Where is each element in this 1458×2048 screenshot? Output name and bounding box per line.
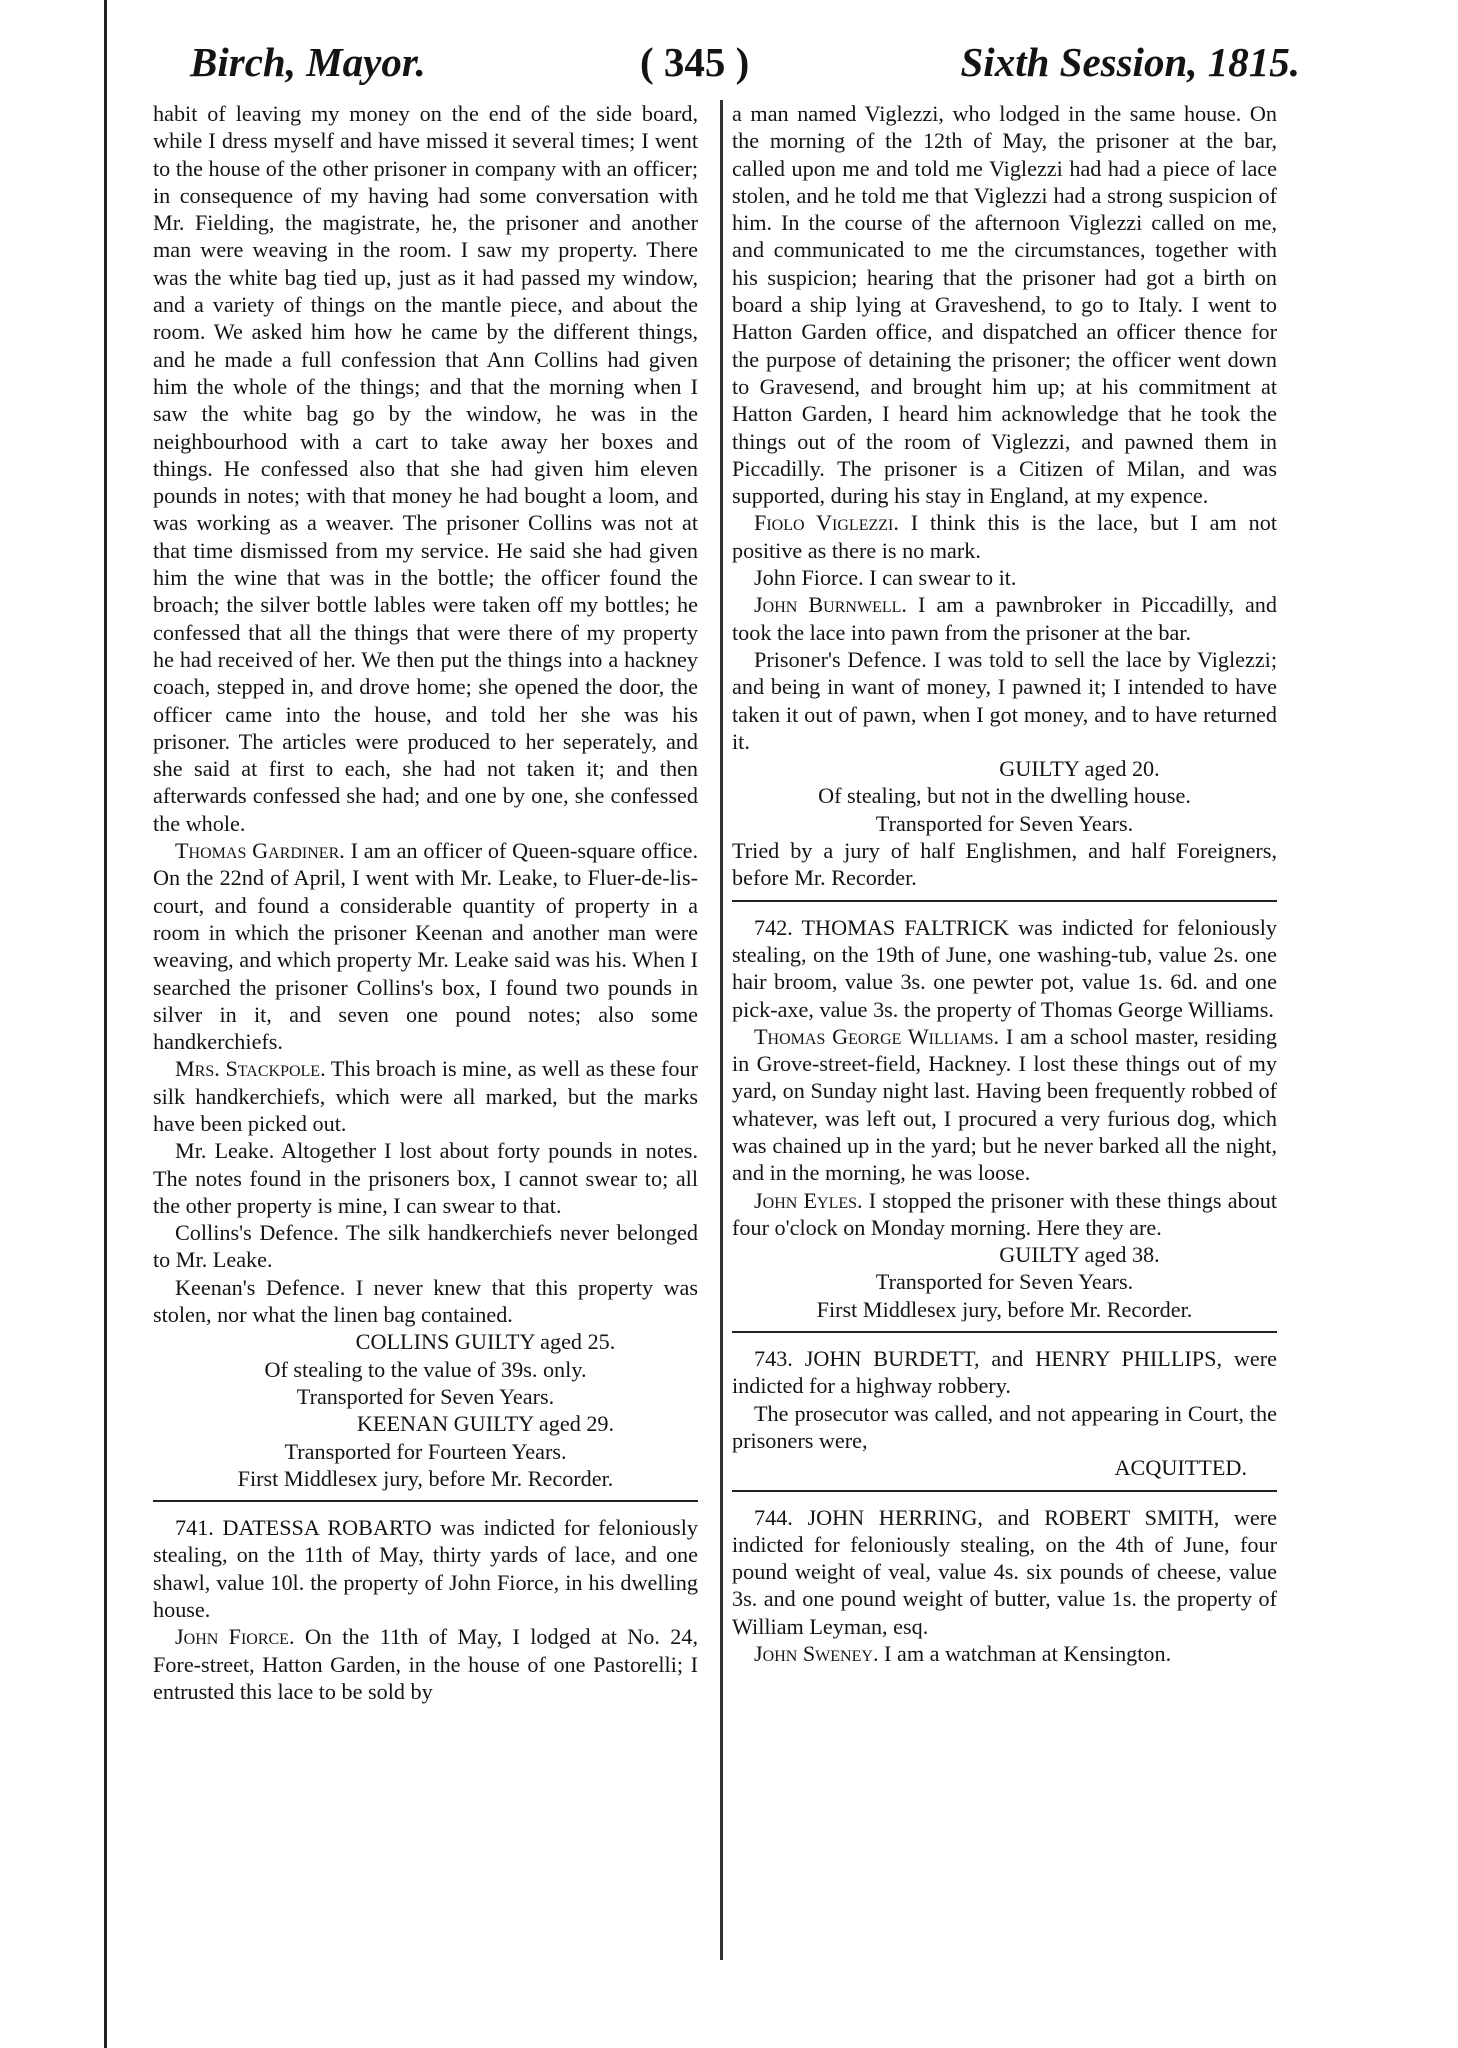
case-indictment: 742. THOMAS FALTRICK was indicted for feloniously stealing, on the 19th of June, one washing-tub, value 2s. one hair broom, value 3s. one pewter pot, value 1s. 6d. and one pick-axe, value 3s. the property of Thomas George Williams. xyxy=(732,914,1278,1022)
verdict: GUILTY aged 38. xyxy=(999,1242,1160,1268)
sentence: Transported for Seven Years. xyxy=(296,1383,555,1409)
sentence: Transported for Seven Years. xyxy=(875,810,1134,836)
case-separator xyxy=(732,1331,1277,1333)
paragraph: a man named Viglezzi, who lodged in the same house. On the morning of the 12th of May, the prisoner at the bar, called upon me and told me Viglezzi had had a piece of lace stolen, and he told me that Viglezzi had a strong suspicion of him. In the course of the afternoon Viglezzi called on me, and communicated to me the circumstances, together with his suspicion; hearing that the prisoner had got a birth on board a ship lying at Graveshend, to go to Italy. I went to Hatton Garden office, and dispatched an officer thence for the purpose of detaining the prisoner; the officer went down to Gravesend, and brought him up; at his commitment at Hatton Garden, I heard him acknowledge that he took the things out of the room of Viglezzi, and pawned them in Piccadilly. The prisoner is a Citizen of Milan, and was supported, during his stay in England, at my expence. xyxy=(732,101,1277,509)
verdict: ACQUITTED. xyxy=(1114,1455,1247,1481)
case-indictment: 744. JOHN HERRING, and ROBERT SMITH, were indicted for feloniously stealing, on the 4th of June, four pound weight of veal, value 4s. six pounds of cheese, value 3s. and one pound weight of butter, value 1s. the property of William Leyman, esq. xyxy=(732,1504,1277,1639)
testimony: John Eyles. I stopped the prisoner with these things about four o'clock on Monday morning. Here they are. xyxy=(732,1187,1278,1240)
testimony: Fiolo Viglezzi. I think this is the lace, but I am not positive as there is no mark. xyxy=(732,510,1277,563)
witness-name: John Fiorce. xyxy=(175,1624,295,1650)
witness-name: Thomas Gardiner. xyxy=(175,838,345,864)
case-number: 741. xyxy=(175,1515,214,1541)
column-rule xyxy=(720,100,723,1960)
testimony: John Fiorce. On the 11th of May, I lodged at No. 24, Fore-street, Hatton Garden, in the house of one Pastorelli; I entrusted this lace to be sold by xyxy=(153,1624,698,1704)
witness-name: John Burnwell. xyxy=(754,592,907,618)
witness-name: Fiolo Viglezzi. xyxy=(754,510,899,536)
case-number: 742. xyxy=(754,914,793,940)
witness-name: Mr. Leake. xyxy=(175,1138,275,1164)
jury-note: Tried by a jury of half Englishmen, and half Foreigners, before Mr. Recorder. xyxy=(732,838,1277,891)
testimony: Mrs. Stackpole. This broach is mine, as well as these four silk handkerchiefs, which were all marked, but the marks have been picked out. xyxy=(153,1056,698,1136)
verdict: KEENAN GUILTY aged 29. xyxy=(356,1411,615,1437)
witness-name: John Eyles. xyxy=(754,1187,863,1213)
sentence: Transported for Seven Years. xyxy=(875,1269,1134,1295)
page-number: ( 345 ) xyxy=(640,39,750,85)
right-column xyxy=(732,100,1277,1667)
header-right: Sixth Session, 1815. xyxy=(960,39,1300,85)
testimony: John Sweney. I am a watchman at Kensington. xyxy=(754,1641,1172,1667)
case-separator xyxy=(732,1490,1277,1492)
verdict-detail: Of stealing to the value of 39s. only. xyxy=(264,1356,587,1382)
running-header xyxy=(190,38,1300,96)
header-left: Birch, Mayor. xyxy=(190,39,426,85)
jury-note: First Middlesex jury, before Mr. Recorder. xyxy=(237,1465,614,1491)
witness-name: Thomas George Williams. xyxy=(754,1023,1000,1049)
witness-name: Mrs. Stackpole. xyxy=(175,1056,326,1082)
left-column xyxy=(153,100,698,1705)
defence: Keenan's Defence. I never knew that this property was stolen, nor what the linen bag contained. xyxy=(153,1274,698,1328)
sentence: Transported for Fourteen Years. xyxy=(284,1438,567,1464)
verdict: COLLINS GUILTY aged 25. xyxy=(355,1329,616,1355)
case-separator xyxy=(732,900,1277,902)
defence: Collins's Defence. The silk handkerchiefs never belonged to Mr. Leake. xyxy=(153,1220,698,1273)
case-indictment: 741. DATESSA ROBARTO was indicted for feloniously stealing, on the 11th of May, thirty yards of lace, and one shawl, value 10l. the property of John Fiorce, in his dwelling house. xyxy=(153,1515,698,1623)
defendant-name: DATESSA ROBARTO xyxy=(222,1515,432,1541)
testimony: Thomas George Williams. I am a school master, residing in Grove-street-field, Hackney. I lost these things out of my yard, on Sunday night last. Having been frequently robbed of whatever, was left out, I procured a very furious dog, which was chained up in the yard; but he never barked all the night, and in the morning, he was loose. xyxy=(732,1023,1277,1186)
testimony: John Burnwell. I am a pawnbroker in Piccadilly, and took the lace into pawn from the prisoner at the bar. xyxy=(732,592,1277,645)
testimony: Mr. Leake. Altogether I lost about forty pounds in notes. The notes found in the prisoners box, I cannot swear to; all the other property is mine, I can swear to that. xyxy=(153,1138,698,1218)
case-separator xyxy=(153,1500,698,1502)
verdict: GUILTY aged 20. xyxy=(999,756,1160,782)
defendant-name: THOMAS FALTRICK xyxy=(801,914,1010,940)
paragraph: habit of leaving my money on the end of the side board, while I dress myself and have missed it several times; I went to the house of the other prisoner in company with an officer; in consequence of my having had some conversation with Mr. Fielding, the magistrate, he, the prisoner and another man were weaving in the room. I saw my property. There was the white bag tied up, just as it had passed my window, and a variety of things on the mantle piece, and about the room. We asked him how he came by the different things, and he made a full confession that Ann Collins had given him the whole of the things; and that the morning when I saw the white bag go by the window, he was in the neighbourhood with a cart to take away her boxes and things. He confessed also that she had given him eleven pounds in notes; with that money he had bought a loom, and was working as a weaver. The prisoner Collins was not at that time dismissed from my service. He said she had given him the wine that was in the bottle; the officer found the broach; the silver bottle lables were taken off my bottles; he confessed that all the things that were there of my property he had received of her. We then put the things into a hackney coach, stepped in, and drove home; she opened the door, the officer came into the house, and told her she was his prisoner. The articles were produced to her seperately, and she said at first to each, she had not taken it; and then afterwards confessed she had; and one by one, she confessed the whole. xyxy=(153,101,698,836)
page-edge xyxy=(104,0,107,2048)
witness-name: John Sweney. xyxy=(754,1641,879,1667)
case-indictment: 743. JOHN BURDETT, and HENRY PHILLIPS, were indicted for a highway robbery. xyxy=(732,1346,1277,1399)
testimony: Thomas Gardiner. I am an officer of Queen-square office. On the 22nd of April, I went with Mr. Leake, to Fluer-de-lis-court, and found a considerable quantity of property in a room in which the prisoner Keenan and another man were weaving, and which property Mr. Leake said was his. When I searched the prisoner Collins's box, I found two pounds in silver in it, and seven one pound notes; also some handkerchiefs. xyxy=(153,838,698,1055)
testimony: John Fiorce. I can swear to it. xyxy=(754,565,1017,591)
paragraph: The prosecutor was called, and not appearing in Court, the prisoners were, xyxy=(732,1400,1277,1453)
verdict-detail: Of stealing, but not in the dwelling house. xyxy=(818,783,1191,809)
defence: Prisoner's Defence. I was told to sell the lace by Viglezzi; and being in want of money, I pawned it; I intended to have taken it out of pawn, when I got money, and to have returned it. xyxy=(732,646,1277,754)
jury-note: First Middlesex jury, before Mr. Recorder. xyxy=(816,1296,1193,1322)
